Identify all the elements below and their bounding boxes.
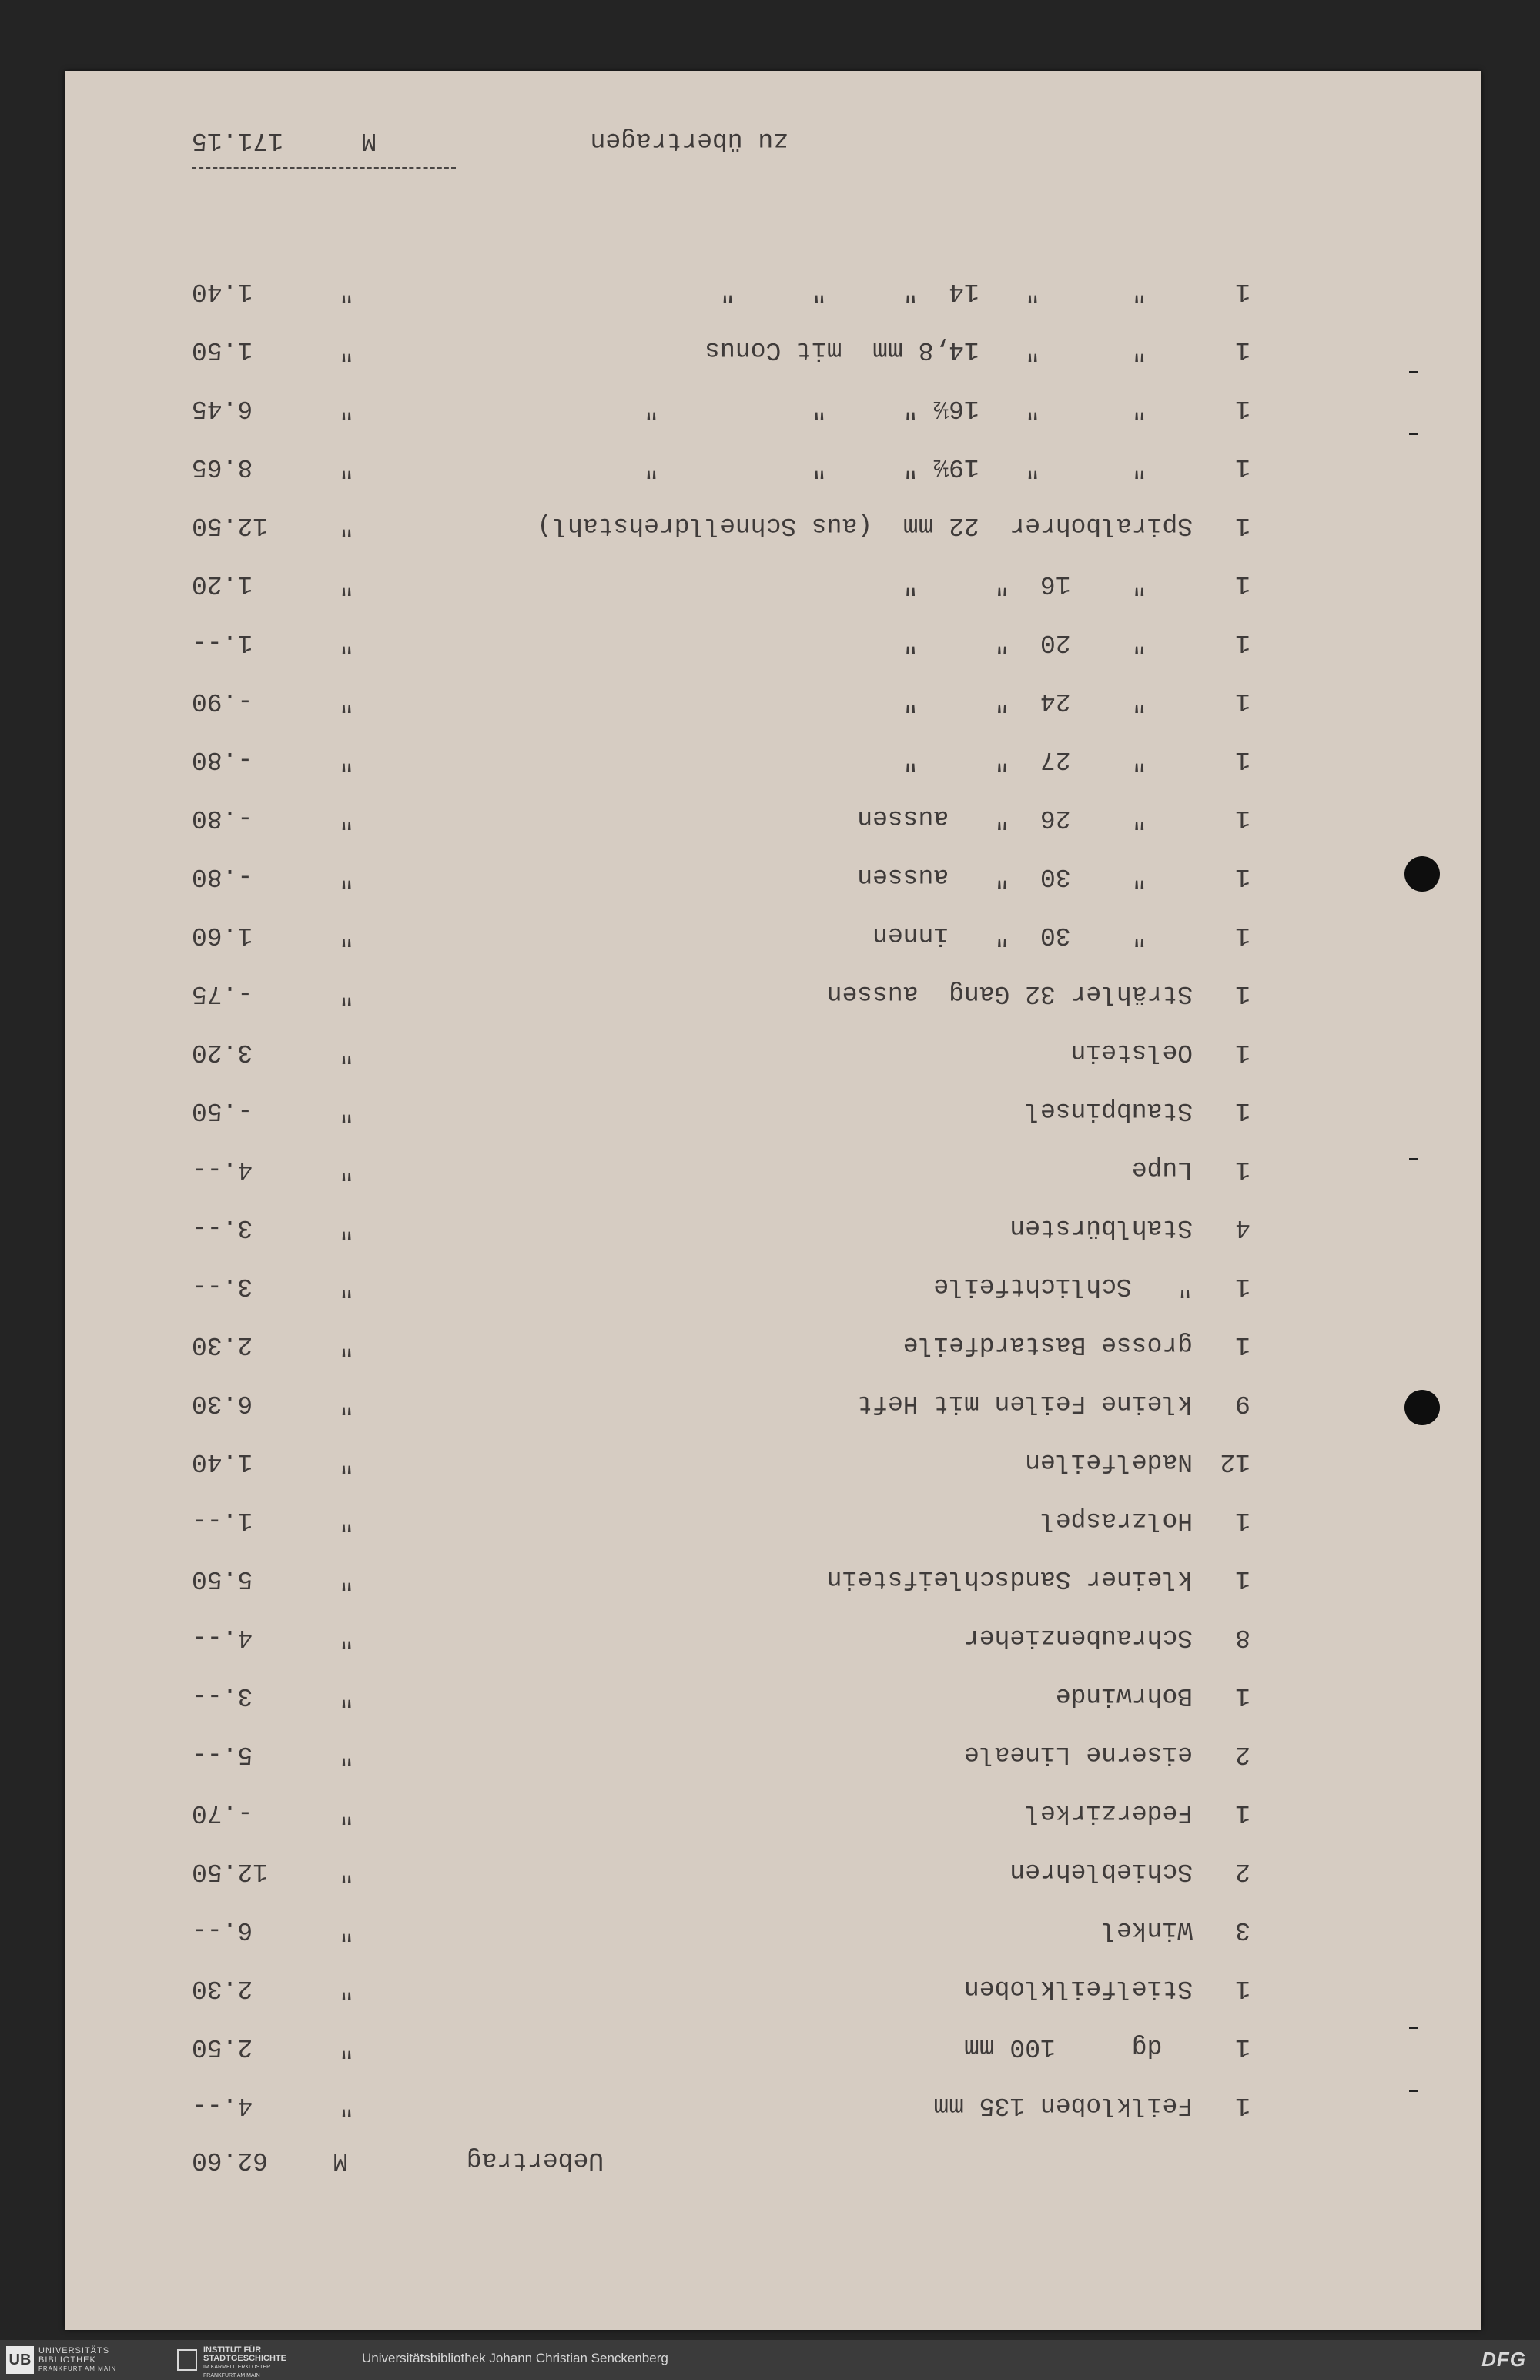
item-qty: 1: [1235, 511, 1250, 540]
item-row: [65, 861, 1481, 892]
item-row: [65, 1387, 1481, 1418]
item-qty: 1: [1235, 1799, 1250, 1827]
item-amount: 3.--: [192, 1213, 253, 1242]
ifs-line: FRANKFURT AM MAIN: [203, 2373, 260, 2378]
item-amount: 2.30: [192, 1331, 253, 1359]
item-qty: 1: [1235, 453, 1250, 481]
item-ditto: ": [339, 453, 354, 481]
item-amount: 1.--: [192, 628, 253, 657]
item-description: Spiralbohrer 22 mm (aus Schnelldrehstahl): [537, 511, 1193, 540]
item-amount: 1.40: [192, 277, 253, 306]
item-qty: 9: [1235, 1389, 1250, 1418]
item-row: [65, 334, 1481, 365]
item-amount: 2.30: [192, 1974, 253, 2003]
item-amount: 8.65: [192, 453, 253, 481]
item-ditto: ": [339, 1799, 354, 1827]
item-amount: 5.--: [192, 1740, 253, 1769]
upside-down-typescript: [65, 71, 1481, 2330]
item-amount: 6.45: [192, 394, 253, 423]
item-description: " 30 " innen: [872, 921, 1193, 949]
item-ditto: ": [339, 511, 354, 540]
carry-out-label: zu übertragen: [590, 126, 788, 155]
item-ditto: ": [339, 1389, 354, 1418]
item-ditto: ": [339, 628, 354, 657]
carry-in-label: Uebertrag: [466, 2146, 604, 2174]
item-amount: 1.50: [192, 336, 253, 364]
item-ditto: ": [339, 2033, 354, 2061]
item-amount: -.90: [192, 687, 253, 715]
item-description: " Schlichtfeile: [933, 1272, 1193, 1300]
item-row: [65, 393, 1481, 423]
item-qty: 1: [1235, 2033, 1250, 2061]
item-ditto: ": [339, 1565, 354, 1593]
item-description: " 30 " aussen: [857, 862, 1193, 891]
ub-text: [38, 2346, 116, 2374]
ub-line: UNIVERSITÄTS: [38, 2346, 110, 2355]
item-amount: 3.20: [192, 1038, 253, 1066]
punch-hole: [1404, 856, 1440, 892]
item-ditto: ": [339, 277, 354, 306]
item-qty: 1: [1235, 745, 1250, 774]
item-description: Stahlbürsten: [1009, 1213, 1193, 1242]
item-row: [65, 1563, 1481, 1594]
document-sheet: [65, 71, 1481, 2330]
item-amount: -.80: [192, 745, 253, 774]
item-qty: 1: [1235, 862, 1250, 891]
punch-hole: [1404, 1390, 1440, 1425]
item-description: Winkel: [1101, 1916, 1193, 1944]
item-row: [65, 1153, 1481, 1184]
item-row: [65, 978, 1481, 1009]
item-description: Staubpinsel: [1025, 1096, 1193, 1125]
item-ditto: ": [339, 2091, 354, 2120]
item-amount: 3.--: [192, 1682, 253, 1710]
item-ditto: ": [339, 570, 354, 598]
item-amount: 4.--: [192, 2091, 253, 2120]
item-description: Oelstein: [1070, 1038, 1193, 1066]
item-row: [65, 744, 1481, 775]
item-ditto: ": [339, 979, 354, 1008]
item-qty: 1: [1235, 1272, 1250, 1300]
ub-line: BIBLIOTHEK: [38, 2355, 96, 2365]
item-row: [65, 1329, 1481, 1360]
item-ditto: ": [339, 1623, 354, 1652]
item-row: [65, 1739, 1481, 1769]
item-qty: 3: [1235, 1916, 1250, 1944]
item-qty: 1: [1235, 1974, 1250, 2003]
item-row: [65, 1505, 1481, 1535]
item-row: [65, 1212, 1481, 1243]
item-description: grosse Bastardfeile: [902, 1331, 1193, 1359]
item-row: [65, 1973, 1481, 2003]
item-description: " " 16½ " " ": [644, 394, 1193, 423]
item-ditto: ": [339, 1331, 354, 1359]
item-qty: 2: [1235, 1857, 1250, 1886]
sum-rule: [192, 167, 456, 169]
item-amount: 3.--: [192, 1272, 253, 1300]
item-description: " 26 " aussen: [857, 804, 1193, 832]
item-ditto: ": [339, 804, 354, 832]
item-qty: 1: [1235, 1096, 1250, 1125]
ifs-logo[interactable]: [177, 2345, 346, 2378]
item-row: [65, 1446, 1481, 1477]
ub-line: FRANKFURT AM MAIN: [38, 2365, 117, 2372]
item-qty: 12: [1220, 1448, 1250, 1476]
item-qty: 1: [1235, 2091, 1250, 2120]
library-name: Universitätsbibliothek Johann Christian Senckenberg: [362, 2351, 668, 2365]
item-row: [65, 1036, 1481, 1067]
item-row: [65, 1797, 1481, 1828]
carry-in-amount: 62.60: [192, 2146, 269, 2174]
item-ditto: ": [339, 1272, 354, 1300]
item-amount: 5.50: [192, 1565, 253, 1593]
margin-mark: [1409, 371, 1418, 373]
item-description: Feilkloben 135 mm: [933, 2091, 1193, 2120]
item-description: " " 14,8 mm mit Conus: [705, 336, 1193, 364]
item-row: [65, 802, 1481, 833]
item-description: dg 100 mm: [963, 2033, 1193, 2061]
item-ditto: ": [339, 1857, 354, 1886]
item-qty: 2: [1235, 1740, 1250, 1769]
item-amount: 6.30: [192, 1389, 253, 1418]
item-amount: 1.20: [192, 570, 253, 598]
ifs-line: IM KARMELITERKLOSTER: [203, 2365, 271, 2370]
item-row: [65, 1914, 1481, 1945]
carry-out-amount: 171.15: [192, 126, 283, 155]
item-ditto: ": [339, 1155, 354, 1183]
carry-in-currency: M: [333, 2146, 348, 2174]
item-row: [65, 451, 1481, 482]
item-description: " " 19½ " " ": [644, 453, 1193, 481]
item-amount: -.80: [192, 804, 253, 832]
carry-out-currency: M: [361, 126, 377, 155]
item-amount: 12.50: [192, 511, 269, 540]
item-description: Stielfeilkloben: [963, 1974, 1193, 2003]
item-qty: 1: [1235, 277, 1250, 306]
item-qty: 1: [1235, 1038, 1250, 1066]
item-description: Federzirkel: [1025, 1799, 1193, 1827]
item-qty: 1: [1235, 394, 1250, 423]
item-row: [65, 1680, 1481, 1711]
item-row: [65, 919, 1481, 950]
item-qty: 1: [1235, 1565, 1250, 1593]
item-qty: 1: [1235, 336, 1250, 364]
item-description: Strähler 32 Gang aussen: [826, 979, 1193, 1008]
item-amount: -.75: [192, 979, 253, 1008]
ifs-line: STADTGESCHICHTE: [203, 2354, 286, 2363]
item-description: " " 14 " " ": [720, 277, 1193, 306]
item-ditto: ": [339, 921, 354, 949]
dfg-logo[interactable]: DFG: [1481, 2348, 1526, 2371]
item-row: [65, 1095, 1481, 1126]
item-qty: 8: [1235, 1623, 1250, 1652]
item-description: " 16 " ": [902, 570, 1193, 598]
ifs-line: INSTITUT FÜR: [203, 2345, 262, 2355]
footer-bar: [0, 2340, 1540, 2380]
margin-mark: [1409, 2090, 1418, 2092]
item-row: [65, 685, 1481, 716]
item-ditto: ": [339, 862, 354, 891]
item-qty: 4: [1235, 1213, 1250, 1242]
item-row: [65, 2090, 1481, 2121]
item-amount: 12.50: [192, 1857, 269, 1886]
item-description: eiserne Lineale: [963, 1740, 1193, 1769]
item-amount: 6.--: [192, 1916, 253, 1944]
item-description: kleiner Sandschleifstein: [826, 1565, 1193, 1593]
item-ditto: ": [339, 1448, 354, 1476]
item-ditto: ": [339, 745, 354, 774]
item-qty: 1: [1235, 979, 1250, 1008]
item-ditto: ": [339, 1974, 354, 2003]
item-ditto: ": [339, 1213, 354, 1242]
item-description: Bohrwinde: [1055, 1682, 1193, 1710]
item-amount: 1.--: [192, 1506, 253, 1535]
item-description: " 27 " ": [902, 745, 1193, 774]
item-qty: 1: [1235, 1331, 1250, 1359]
item-row: [65, 2031, 1481, 2062]
item-qty: 1: [1235, 921, 1250, 949]
item-row: [65, 627, 1481, 658]
item-amount: 4.--: [192, 1623, 253, 1652]
margin-mark: [1409, 433, 1418, 435]
item-ditto: ": [339, 1096, 354, 1125]
item-ditto: ": [339, 1682, 354, 1710]
ifs-mark: [177, 2349, 197, 2371]
item-amount: 4.--: [192, 1155, 253, 1183]
item-ditto: ": [339, 1916, 354, 1944]
item-qty: 1: [1235, 1506, 1250, 1535]
item-qty: 1: [1235, 1682, 1250, 1710]
item-row: [65, 510, 1481, 541]
item-description: kleine Feilen mit Heft: [857, 1389, 1193, 1418]
item-description: Schraubenzieher: [963, 1623, 1193, 1652]
item-amount: -.50: [192, 1096, 253, 1125]
item-ditto: ": [339, 1740, 354, 1769]
item-qty: 1: [1235, 1155, 1250, 1183]
item-ditto: ": [339, 394, 354, 423]
item-ditto: ": [339, 336, 354, 364]
margin-mark: [1409, 1158, 1418, 1160]
item-description: Holzraspel: [1040, 1506, 1193, 1535]
item-qty: 1: [1235, 804, 1250, 832]
ub-logo[interactable]: [6, 2346, 160, 2374]
item-row: [65, 1856, 1481, 1886]
ifs-text: [203, 2346, 286, 2380]
item-row: [65, 276, 1481, 306]
item-row: [65, 1622, 1481, 1652]
item-qty: 1: [1235, 570, 1250, 598]
item-row: [65, 568, 1481, 599]
item-amount: 1.40: [192, 1448, 253, 1476]
item-qty: 1: [1235, 687, 1250, 715]
item-description: Schieblehren: [1009, 1857, 1193, 1886]
item-amount: -.70: [192, 1799, 253, 1827]
margin-mark: [1409, 2027, 1418, 2029]
item-amount: -.80: [192, 862, 253, 891]
item-description: Lupe: [1131, 1155, 1193, 1183]
item-qty: 1: [1235, 628, 1250, 657]
ub-mark: UB: [6, 2346, 34, 2374]
item-description: " 20 " ": [902, 628, 1193, 657]
item-description: Nadelfeilen: [1025, 1448, 1193, 1476]
item-description: " 24 " ": [902, 687, 1193, 715]
item-ditto: ": [339, 1038, 354, 1066]
item-amount: 1.60: [192, 921, 253, 949]
item-amount: 2.50: [192, 2033, 253, 2061]
item-row: [65, 1270, 1481, 1301]
item-ditto: ": [339, 687, 354, 715]
item-ditto: ": [339, 1506, 354, 1535]
